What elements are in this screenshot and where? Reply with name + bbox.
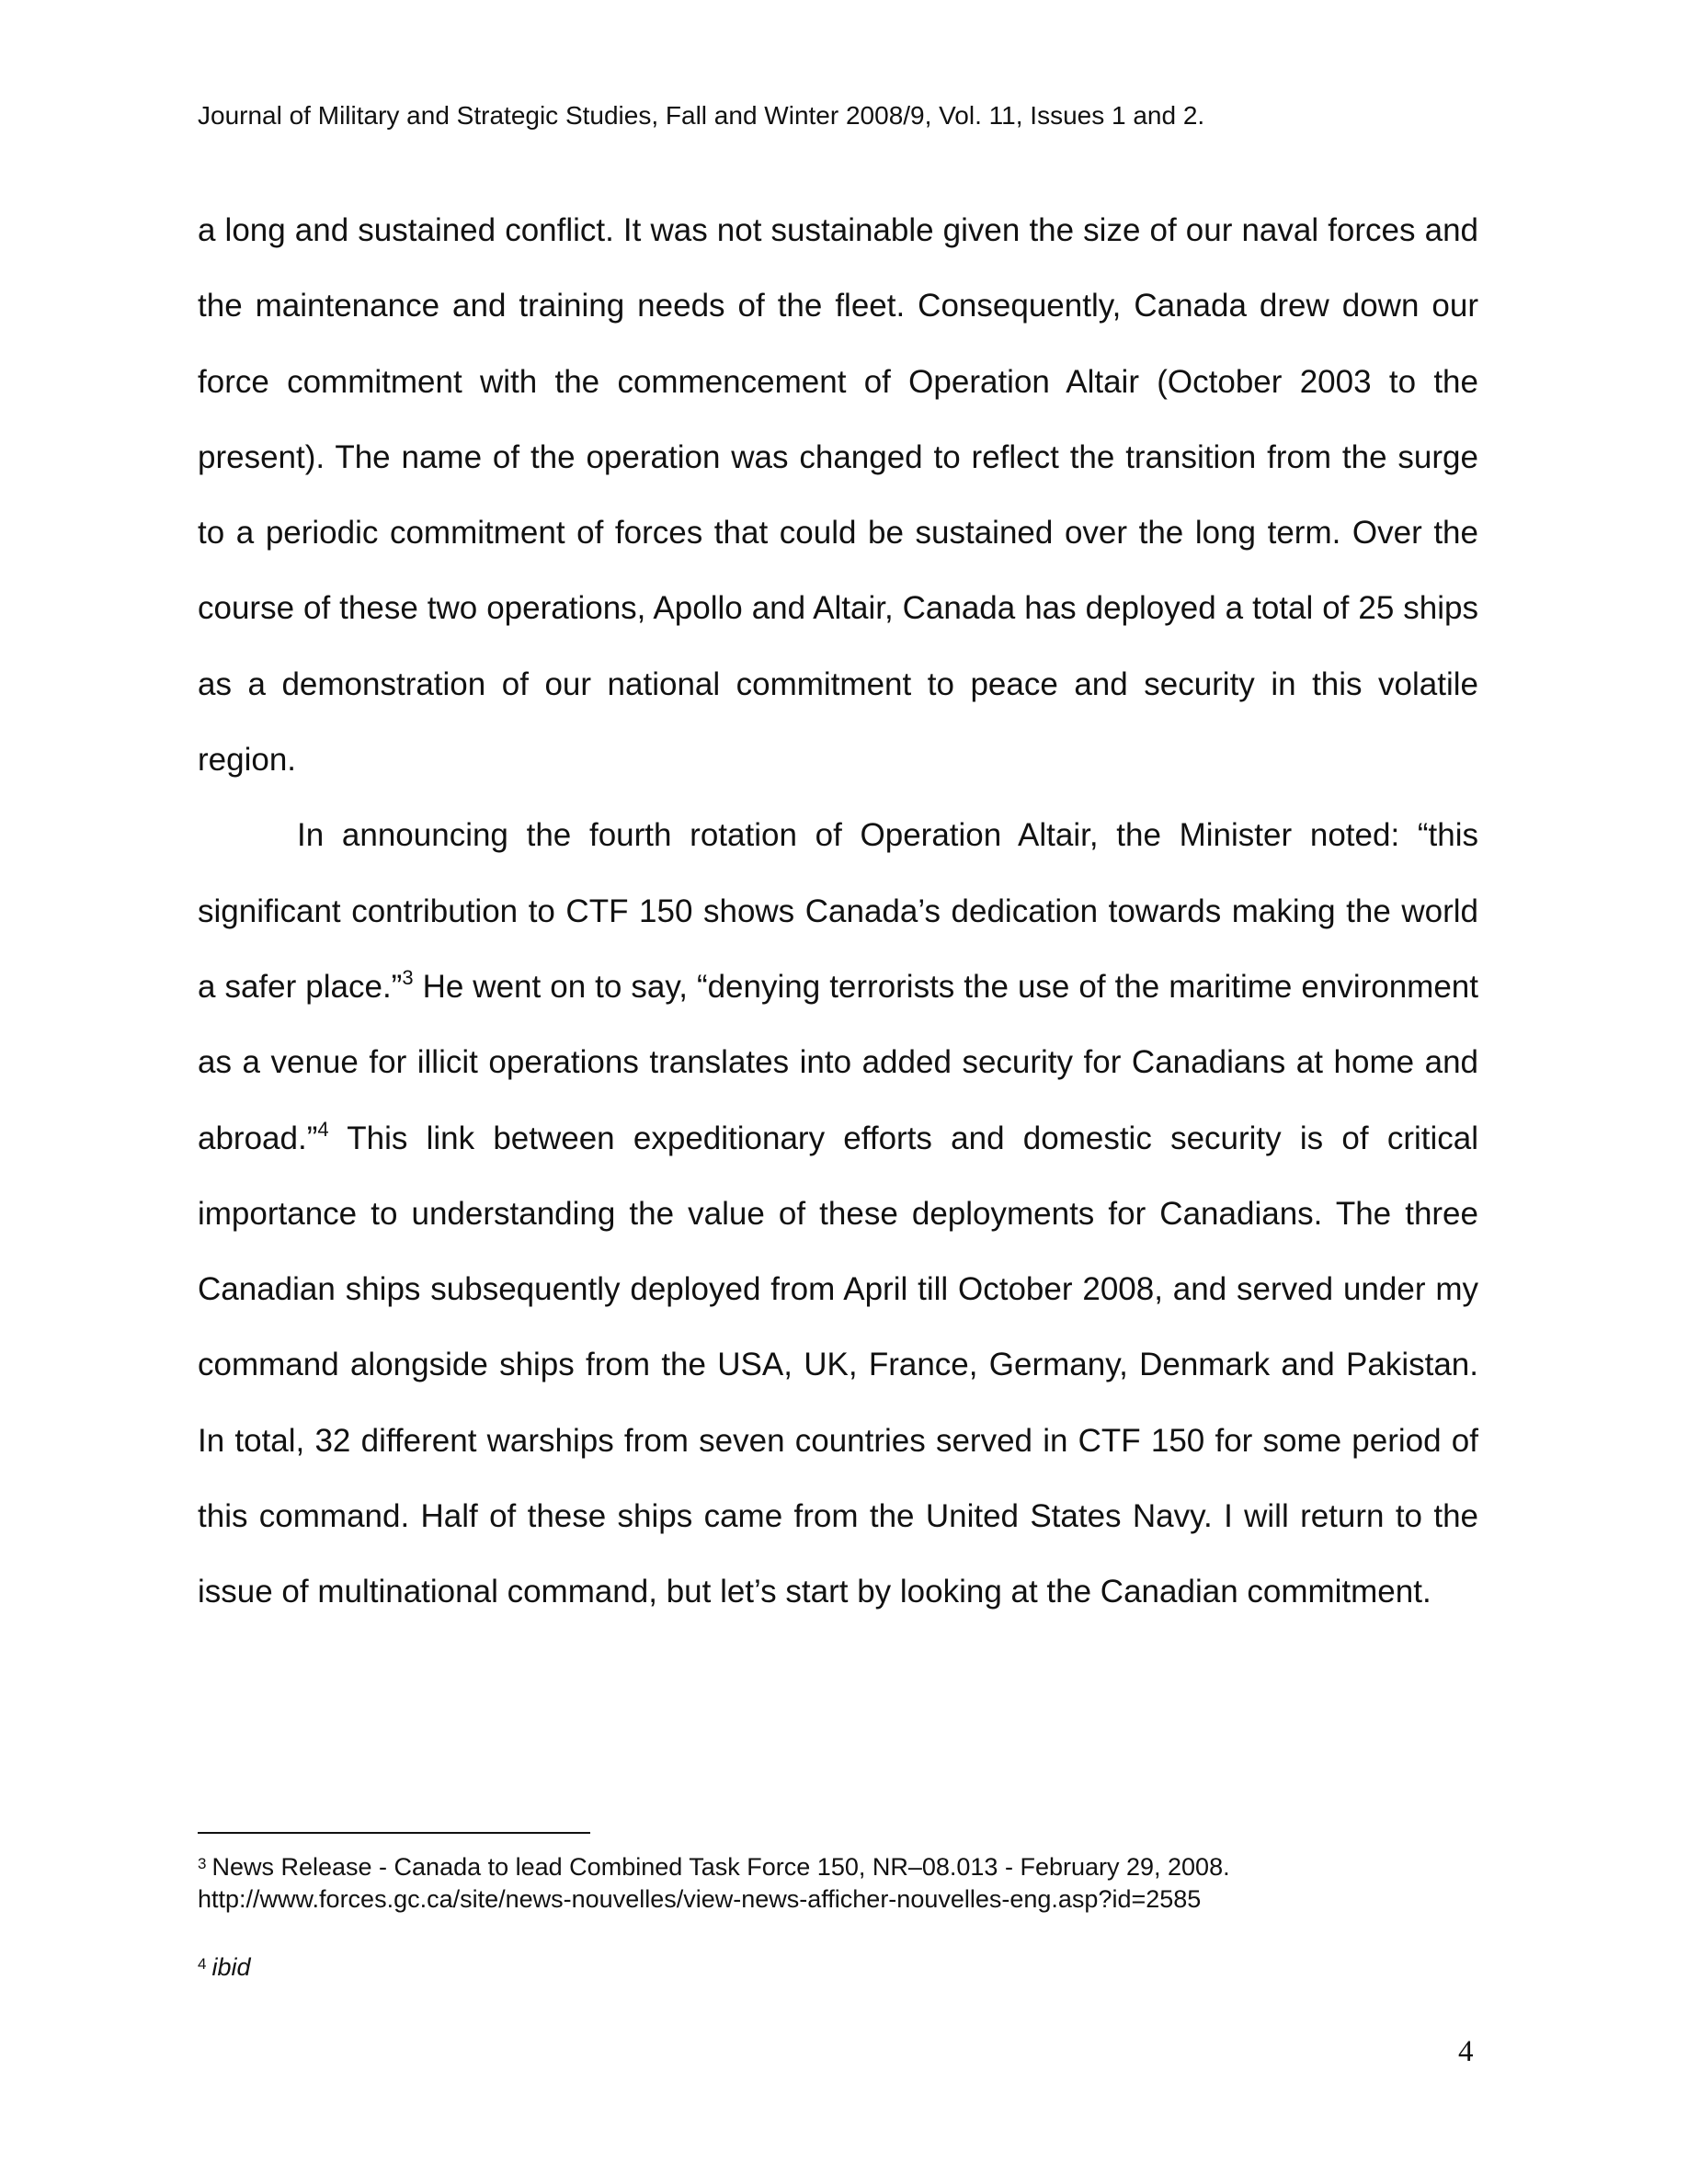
paragraph-text: In announcing the fourth rotation of Operation Altair, the Minister noted: “this significant contribution to CTF 150 shows Canada’s dedication towards making the world a safer place.” bbox=[198, 817, 1478, 1005]
footnote-url[interactable]: http://www.forces.gc.ca/site/news-nouvelles/view-news-afficher-nouvelles-eng.asp?id=2585 bbox=[198, 1885, 1202, 1913]
footnote-reference-3[interactable]: 3 bbox=[402, 965, 414, 989]
paragraph-text: This link between expeditionary efforts and domestic security is of critical importance to understanding the value of these deployments for Canadians. The three Canadian ships subsequently deployed from April till October 2008, and served under my command alongside ships from the USA, UK, France, Germany, Denmark and Pakistan. In total, 32 different warships from seven countries served in CTF 150 for some period of this command. Half of these ships came from the United States Navy. I will return to the issue of multinational command, but let’s start by looking at the Canadian commitment. bbox=[198, 1120, 1478, 1610]
page-number: 4 bbox=[1458, 2035, 1474, 2068]
footnote-reference-4[interactable]: 4 bbox=[317, 1117, 329, 1141]
footnote-mark: 4 bbox=[198, 1955, 207, 1973]
footnotes bbox=[198, 1848, 1478, 1984]
article-body bbox=[198, 193, 1478, 1631]
footnote-3 bbox=[198, 1848, 1478, 1916]
footnote-mark: 3 bbox=[198, 1855, 207, 1872]
running-header: Journal of Military and Strategic Studies, Fall and Winter 2008/9, Vol. 11, Issues 1 and 2. bbox=[198, 101, 1205, 130]
body-paragraph: a long and sustained conflict. It was not sustainable given the size of our naval forces and the maintenance and training needs of the fleet. Consequently, Canada drew down our force commitment with the commencement of Operation Altair (October 2003 to the present). The name of the operation was changed to reflect the transition from the surge to a periodic commitment of forces that could be sustained over the long term. Over the course of these two operations, Apollo and Altair, Canada has deployed a total of 25 ships as a demonstration of our national commitment to peace and security in this volatile region. bbox=[198, 212, 1478, 779]
footnote-text: News Release - Canada to lead Combined Task Force 150, NR–08.013 - February 29, 2008. bbox=[211, 1853, 1230, 1881]
body-paragraph bbox=[198, 798, 1478, 1630]
footnote-4 bbox=[198, 1948, 1478, 1984]
paragraph-text: He went on to say, “denying terrorists the use of the maritime environment as a venue for illicit operations translates into added security for Canadians at home and abroad.” bbox=[198, 968, 1478, 1156]
footnote-text: ibid bbox=[211, 1953, 251, 1981]
footnote-separator bbox=[198, 1832, 590, 1834]
